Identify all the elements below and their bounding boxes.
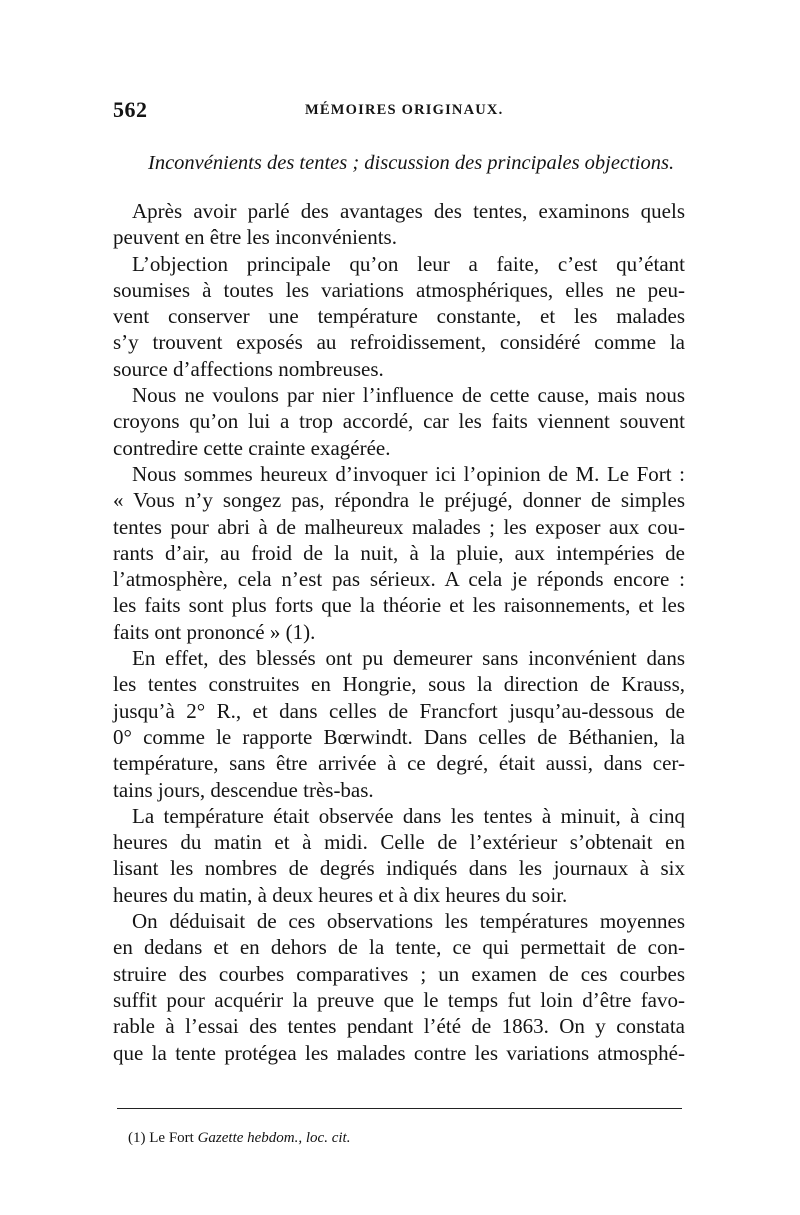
text-line: On déduisait de ces observations les températures moyennes [132, 909, 685, 934]
text-line: les tentes construites en Hongrie, sous la direction de Krauss, [113, 672, 685, 697]
text-line: soumises à toutes les variations atmosphériques, elles ne peu- [113, 277, 685, 302]
text-line: tains jours, descendue très-bas. [113, 777, 374, 802]
text-line: suffit pour acquérir la preuve que le temps fut loin d’être favo- [113, 987, 685, 1012]
text-line: rable à l’essai des tentes pendant l’été de 1863. On y constata [113, 1014, 685, 1039]
text-line: que la tente protégea les malades contre les variations atmosphé- [113, 1040, 685, 1065]
text-line: 0° comme le rapporte Bœrwindt. Dans celles de Béthanien, la [113, 724, 685, 749]
text-line: rants d’air, au froid de la nuit, à la pluie, aux intempéries de [113, 540, 685, 565]
text-line: La température était observée dans les tentes à minuit, à cinq [132, 803, 685, 828]
text-line: source d’affections nombreuses. [113, 356, 384, 381]
text-line: les faits sont plus forts que la théorie et les raisonnements, et les [113, 593, 685, 618]
text-line: température, sans être arrivée à ce degré, était aussi, dans cer- [113, 751, 685, 776]
text-line: heures du matin, à deux heures et à dix heures du soir. [113, 882, 568, 907]
text-line: faits ont prononcé » (1). [113, 619, 316, 644]
text-line: en dedans et en dehors de la tente, ce qui permettait de con- [113, 935, 685, 960]
text-line: L’objection principale qu’on leur a faite, c’est qu’étant [132, 251, 685, 276]
text-line: « Vous n’y songez pas, répondra le préjugé, donner de simples [113, 488, 685, 513]
text-line: tentes pour abri à de malheureux malades ; les exposer aux cou- [113, 514, 685, 539]
text-line: contredire cette crainte exagérée. [113, 435, 391, 460]
text-line: vent conserver une température constante, et les malades [113, 304, 685, 329]
footnote-rule [117, 1108, 682, 1109]
text-line: Nous sommes heureux d’invoquer ici l’opinion de M. Le Fort : [132, 461, 685, 486]
footnote [128, 1130, 350, 1147]
text-line: l’atmosphère, cela n’est pas sérieux. A cela je réponds encore : [113, 567, 685, 592]
section-title: Inconvénients des tentes ; discussion des principales objections. [148, 152, 675, 174]
text-line: Nous ne voulons par nier l’influence de cette cause, mais nous [132, 383, 685, 408]
text-line: Après avoir parlé des avantages des tentes, examinons quels [132, 199, 685, 223]
text-line: lisant les nombres de degrés indiqués dans les journaux à six [113, 856, 685, 881]
footnote-source: Gazette hebdom., loc. cit. [197, 1130, 351, 1146]
text-line: heures du matin et à midi. Celle de l’extérieur s’obtenait en [113, 830, 685, 855]
text-line: En effet, des blessés ont pu demeurer sans inconvénient dans [132, 646, 685, 671]
text-line: s’y trouvent exposés au refroidissement, considéré comme la [113, 330, 685, 355]
body-text [113, 198, 685, 1066]
running-head: MÉMOIRES ORIGINAUX. [305, 102, 504, 118]
text-line: jusqu’à 2° R., et dans celles de Francfort jusqu’au-dessous de [113, 698, 685, 723]
page-number: 562 [113, 97, 148, 122]
text-line: croyons qu’on lui a trop accordé, car les faits viennent souvent [113, 409, 685, 434]
footnote-author: Le Fort [149, 1130, 194, 1146]
text-line: struire des courbes comparatives ; un examen de ces courbes [113, 961, 685, 986]
text-line: peuvent en être les inconvénients. [113, 225, 397, 250]
footnote-marker: (1) [128, 1130, 146, 1146]
